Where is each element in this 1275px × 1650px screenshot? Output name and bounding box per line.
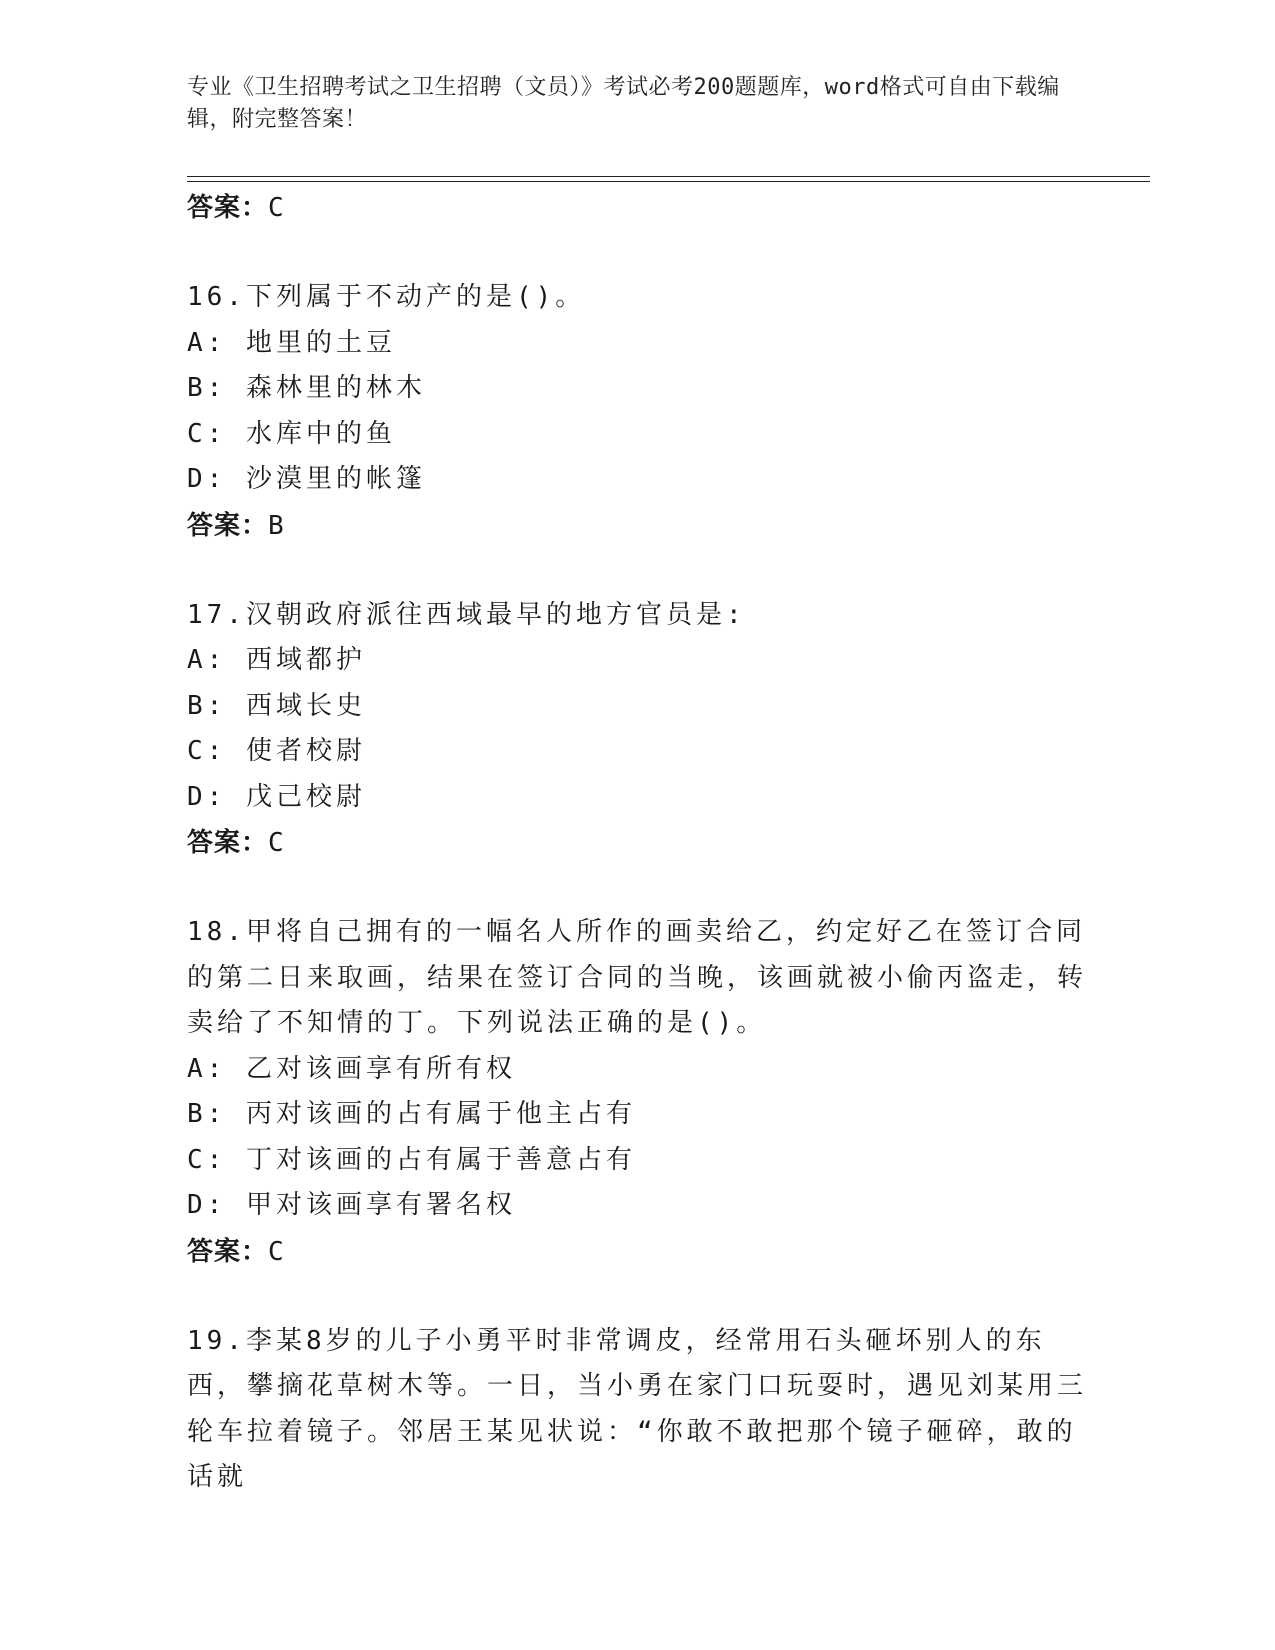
header-divider-bottom (187, 181, 1150, 182)
option-b: B: 西域长史 (187, 690, 366, 721)
answer-line (187, 820, 1087, 866)
answer-value: C (268, 193, 285, 223)
option-a: A: 地里的土豆 (187, 327, 396, 358)
option-a: A: 西域都护 (187, 645, 366, 675)
question-block (187, 593, 1087, 867)
answer-label: 答案： (187, 510, 269, 541)
answer-line (187, 503, 1087, 549)
option-b: B: 森林里的林木 (187, 373, 426, 403)
option-c: C: 使者校尉 (187, 736, 366, 766)
answer-value: C (268, 828, 285, 858)
answer-label: 答案： (187, 193, 269, 223)
question-stem: 17.汉朝政府派往西域最早的地方官员是: (187, 599, 746, 630)
answer-label: 答案： (187, 1236, 269, 1267)
header-divider-top (187, 176, 1150, 177)
document-body (187, 185, 1087, 1501)
option-b: B: 丙对该画的占有属于他主占有 (187, 1099, 636, 1129)
answer-value: B (268, 510, 285, 541)
option-c: C: 丁对该画的占有属于善意占有 (187, 1144, 636, 1175)
answer-value: C (268, 1236, 285, 1267)
question-block (187, 275, 1087, 549)
answer-label: 答案： (187, 828, 269, 858)
answer-line (187, 185, 1087, 231)
option-a: A: 乙对该画享有所有权 (187, 1053, 516, 1084)
option-d: D: 沙漠里的帐篷 (187, 464, 426, 494)
document-header: 专业《卫生招聘考试之卫生招聘（文员）》考试必考200题题库，word格式可自由下载编辑，附完整答案！ (187, 75, 1060, 132)
question-stem: 18.甲将自己拥有的一幅名人所作的画卖给乙，约定好乙在签订合同的第二日来取画，结果在签订合同的当晚，该画就被小偷丙盗走，转卖给了不知情的丁。下列说法正确的是()。 (187, 917, 1088, 1038)
answer-line (187, 1229, 1087, 1275)
question-stem: 19.李某8岁的儿子小勇平时非常调皮，经常用石头砸坏别人的东西，攀摘花草树木等。一日，当小勇在家门口玩耍时，遇见刘某用三轮车拉着镜子。邻居王某见状说：“你敢不敢把那个镜子砸碎，敢的话就 (187, 1325, 1088, 1492)
option-d: D: 戊己校尉 (187, 781, 366, 812)
option-d: D: 甲对该画享有署名权 (187, 1190, 516, 1220)
question-block (187, 1319, 1087, 1501)
question-block (187, 910, 1087, 1275)
option-c: C: 水库中的鱼 (187, 418, 396, 449)
question-stem: 16.下列属于不动产的是()。 (187, 282, 586, 312)
